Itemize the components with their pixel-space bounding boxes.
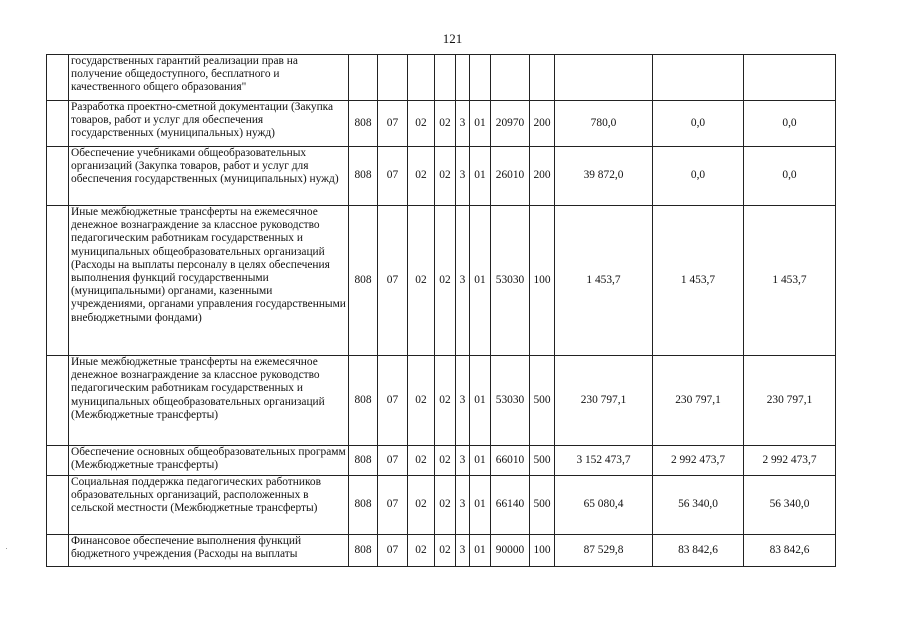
scan-artifact xyxy=(6,548,7,549)
cell-v2 xyxy=(653,55,744,101)
cell-c5: 3 xyxy=(456,101,470,147)
cell-c8: 500 xyxy=(530,446,555,476)
row-margin-cell xyxy=(47,101,69,147)
cell-c2: 07 xyxy=(378,206,408,356)
cell-c8 xyxy=(530,55,555,101)
cell-v2: 2 992 473,7 xyxy=(653,446,744,476)
cell-c8: 100 xyxy=(530,206,555,356)
row-margin-cell xyxy=(47,535,69,567)
cell-v3: 1 453,7 xyxy=(744,206,836,356)
cell-c5: 3 xyxy=(456,206,470,356)
row-description: Обеспечение основных общеобразовательных программ (Межбюджетные трансферты) xyxy=(69,446,349,476)
cell-c3: 02 xyxy=(408,356,435,446)
row-description: Финансовое обеспечение выполнения функций бюджетного учреждения (Расходы на выплаты xyxy=(69,535,349,567)
row-description: Иные межбюджетные трансферты на ежемесячное денежное вознаграждение за классное руководство педагогическим работникам государственных и муниципальных общеобразовательных организаций (Расходы на выплаты персоналу в целях обеспечения выполнения функций государственными (муниципальными) органами, казенными учреждениями, органами управления государственными внебюджетными фондами) xyxy=(69,206,349,356)
cell-c2: 07 xyxy=(378,446,408,476)
cell-c1: 808 xyxy=(349,446,378,476)
cell-v3 xyxy=(744,55,836,101)
cell-v3: 56 340,0 xyxy=(744,476,836,535)
cell-c3: 02 xyxy=(408,206,435,356)
cell-v1 xyxy=(555,55,653,101)
cell-v1: 780,0 xyxy=(555,101,653,147)
table-row xyxy=(47,147,836,206)
cell-v3: 230 797,1 xyxy=(744,356,836,446)
cell-c3: 02 xyxy=(408,476,435,535)
cell-c2: 07 xyxy=(378,147,408,206)
cell-v3: 2 992 473,7 xyxy=(744,446,836,476)
cell-c3: 02 xyxy=(408,535,435,567)
cell-c5: 3 xyxy=(456,356,470,446)
cell-v1: 1 453,7 xyxy=(555,206,653,356)
cell-c4: 02 xyxy=(435,206,456,356)
cell-v3: 0,0 xyxy=(744,101,836,147)
row-margin-cell xyxy=(47,476,69,535)
cell-v2: 230 797,1 xyxy=(653,356,744,446)
cell-c6: 01 xyxy=(470,147,491,206)
table-row xyxy=(47,476,836,535)
cell-c8: 200 xyxy=(530,101,555,147)
cell-v2: 83 842,6 xyxy=(653,535,744,567)
row-description: Социальная поддержка педагогических работников образовательных организаций, расположенных в сельской местности (Межбюджетные трансферты) xyxy=(69,476,349,535)
table-row xyxy=(47,535,836,567)
row-description: Обеспечение учебниками общеобразовательных организаций (Закупка товаров, работ и услуг для обеспечения государственных (муниципальных) нужд) xyxy=(69,147,349,206)
cell-c5: 3 xyxy=(456,535,470,567)
cell-v2: 0,0 xyxy=(653,101,744,147)
cell-c4 xyxy=(435,55,456,101)
cell-c1: 808 xyxy=(349,535,378,567)
cell-c4: 02 xyxy=(435,147,456,206)
cell-c8: 200 xyxy=(530,147,555,206)
table-row xyxy=(47,206,836,356)
cell-v1: 3 152 473,7 xyxy=(555,446,653,476)
cell-c8: 500 xyxy=(530,356,555,446)
cell-v2: 1 453,7 xyxy=(653,206,744,356)
cell-c4: 02 xyxy=(435,446,456,476)
cell-c7: 90000 xyxy=(491,535,530,567)
cell-c5: 3 xyxy=(456,147,470,206)
cell-c3: 02 xyxy=(408,446,435,476)
row-margin-cell xyxy=(47,55,69,101)
cell-c7 xyxy=(491,55,530,101)
cell-c7: 53030 xyxy=(491,206,530,356)
cell-v2: 56 340,0 xyxy=(653,476,744,535)
cell-v1: 39 872,0 xyxy=(555,147,653,206)
table-row xyxy=(47,446,836,476)
row-description: Иные межбюджетные трансферты на ежемесячное денежное вознаграждение за классное руководство педагогическим работникам государственных и муниципальных общеобразовательных организаций (Межбюджетные трансферты) xyxy=(69,356,349,446)
cell-c8: 100 xyxy=(530,535,555,567)
table-row xyxy=(47,356,836,446)
cell-c3: 02 xyxy=(408,147,435,206)
cell-c4: 02 xyxy=(435,101,456,147)
cell-c2: 07 xyxy=(378,476,408,535)
cell-c1: 808 xyxy=(349,356,378,446)
budget-table xyxy=(46,54,836,567)
cell-c7: 66140 xyxy=(491,476,530,535)
cell-c2 xyxy=(378,55,408,101)
row-description: государственных гарантий реализации прав на получение общедоступного, бесплатного и качественного общего образования" xyxy=(69,55,349,101)
cell-c1 xyxy=(349,55,378,101)
row-description: Разработка проектно-сметной документации (Закупка товаров, работ и услуг для обеспечения государственных (муниципальных) нужд) xyxy=(69,101,349,147)
cell-c5 xyxy=(456,55,470,101)
cell-c6: 01 xyxy=(470,356,491,446)
cell-c7: 20970 xyxy=(491,101,530,147)
cell-v1: 65 080,4 xyxy=(555,476,653,535)
cell-v1: 230 797,1 xyxy=(555,356,653,446)
cell-c4: 02 xyxy=(435,356,456,446)
cell-c3 xyxy=(408,55,435,101)
cell-c7: 26010 xyxy=(491,147,530,206)
cell-c3: 02 xyxy=(408,101,435,147)
cell-c6: 01 xyxy=(470,101,491,147)
cell-c1: 808 xyxy=(349,101,378,147)
cell-c5: 3 xyxy=(456,446,470,476)
cell-v2: 0,0 xyxy=(653,147,744,206)
cell-c1: 808 xyxy=(349,476,378,535)
cell-c5: 3 xyxy=(456,476,470,535)
cell-c6: 01 xyxy=(470,535,491,567)
cell-v3: 83 842,6 xyxy=(744,535,836,567)
cell-c6: 01 xyxy=(470,206,491,356)
row-margin-cell xyxy=(47,206,69,356)
cell-c2: 07 xyxy=(378,101,408,147)
table-row xyxy=(47,55,836,101)
cell-c4: 02 xyxy=(435,476,456,535)
cell-c6: 01 xyxy=(470,446,491,476)
row-margin-cell xyxy=(47,147,69,206)
row-margin-cell xyxy=(47,446,69,476)
table-row xyxy=(47,101,836,147)
cell-c6: 01 xyxy=(470,476,491,535)
row-margin-cell xyxy=(47,356,69,446)
page-number: 121 xyxy=(442,31,463,46)
cell-v1: 87 529,8 xyxy=(555,535,653,567)
cell-c1: 808 xyxy=(349,206,378,356)
cell-c4: 02 xyxy=(435,535,456,567)
cell-c7: 66010 xyxy=(491,446,530,476)
cell-v3: 0,0 xyxy=(744,147,836,206)
cell-c2: 07 xyxy=(378,535,408,567)
cell-c7: 53030 xyxy=(491,356,530,446)
cell-c8: 500 xyxy=(530,476,555,535)
cell-c2: 07 xyxy=(378,356,408,446)
cell-c6 xyxy=(470,55,491,101)
cell-c1: 808 xyxy=(349,147,378,206)
